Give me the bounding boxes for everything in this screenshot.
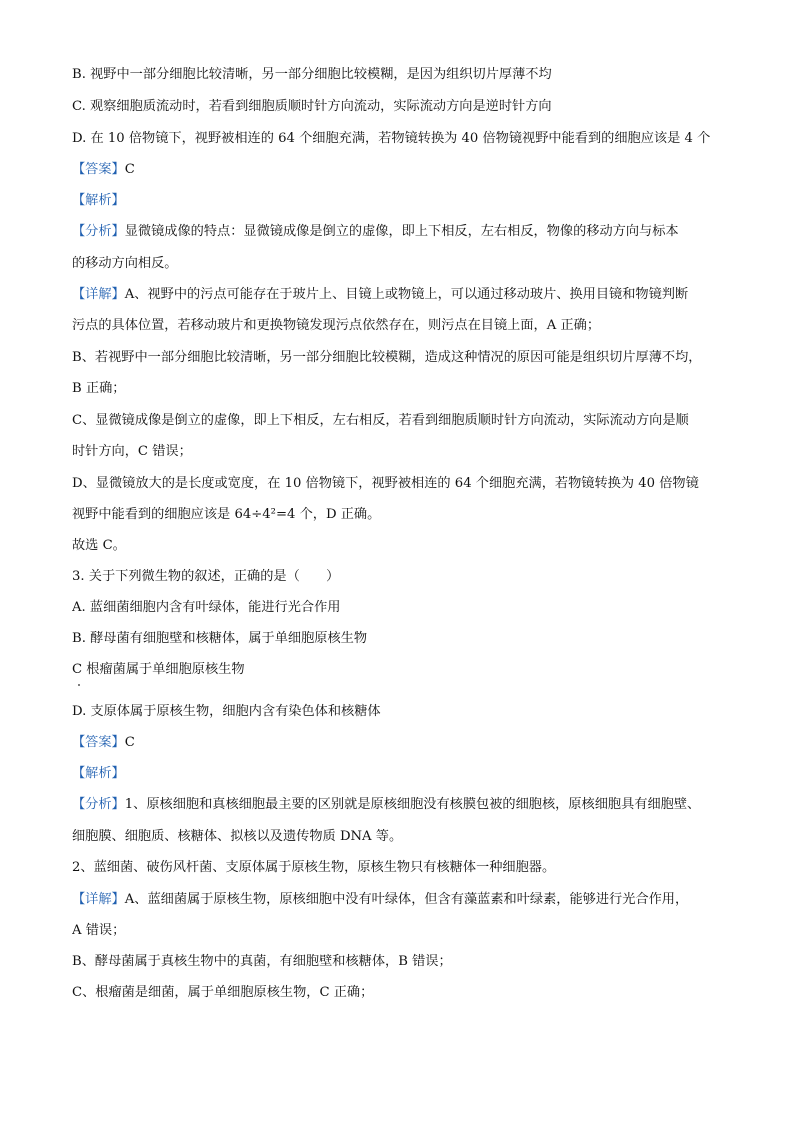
- fenxi-line-b: [72, 795, 728, 815]
- answer-line: [72, 160, 728, 180]
- fenxi-line-b-2: 细胞膜、细胞质、核糖体、拟核以及遗传物质 DNA 等。: [72, 829, 403, 844]
- stray-mark: [78, 684, 80, 686]
- xiangjie-text: A、视野中的污点可能存在于玻片上、目镜上或物镜上，可以通过移动玻片、换用目镜和物镜判断: [124, 287, 689, 302]
- xiangjie-text-2: A、蓝细菌属于原核生物，原核细胞中没有叶绿体，但含有藻蓝素和叶绿素，能够进行光合作用，: [124, 892, 689, 907]
- xiangjie-d-line: D、显微镜放大的是长度或宽度，在 10 倍物镜下，视野被相连的 64 个细胞充满，若物镜转换为 40 倍物镜: [72, 476, 699, 491]
- xiangjie-tag: 【详解】: [72, 287, 125, 302]
- fenxi-tag: 【分析】: [72, 224, 125, 239]
- xiangjie-c-line: C、显微镜成像是倒立的虚像，即上下相反，左右相反，若看到细胞质顺时针方向流动，实际流动方向是顺: [72, 413, 689, 428]
- xiangjie-b-line-2: B 正确；: [72, 381, 126, 396]
- analysis-heading-2: [72, 764, 728, 784]
- conclusion-line: 故选 C。: [72, 538, 126, 553]
- xiangjie-line-b: [72, 890, 728, 910]
- answer-value: C: [124, 162, 135, 177]
- xiangjie-tag-2: 【详解】: [72, 892, 125, 907]
- analysis-tag: 【解析】: [72, 193, 125, 208]
- question-3-stem: 3. 关于下列微生物的叙述，正确的是（ ）: [72, 569, 340, 584]
- fenxi-line-b-3: 2、蓝细菌、破伤风杆菌、支原体属于原核生物，原核生物只有核糖体一种细胞器。: [72, 860, 556, 875]
- xiangjie-d-line-2: 视野中能看到的细胞应该是 64÷4²=4 个，D 正确。: [72, 507, 381, 522]
- option-c-line: C. 观察细胞质流动时，若看到细胞质顺时针方向流动，实际流动方向是逆时针方向: [72, 99, 552, 114]
- xiangjie-line: [72, 285, 728, 305]
- answer-line-2: [72, 733, 728, 753]
- analysis-tag-2: 【解析】: [72, 766, 125, 781]
- xiangjie-line-b-4: C、根瘤菌是细菌，属于单细胞原核生物，C 正确；: [72, 985, 374, 1000]
- xiangjie-b-line: B、若视野中一部分细胞比较清晰，另一部分细胞比较模糊，造成这种情况的原因可能是组织切片厚薄不均，: [72, 350, 702, 365]
- option-b-line: B. 视野中一部分细胞比较清晰，另一部分细胞比较模糊，是因为组织切片厚薄不均: [72, 67, 552, 82]
- fenxi-text-2: 1、原核细胞和真核细胞最主要的区别就是原核细胞没有核膜包被的细胞核，原核细胞具有细胞壁、: [124, 797, 701, 812]
- answer-value-2: C: [124, 735, 135, 750]
- xiangjie-line-b-3: B、酵母菌属于真核生物中的真菌，有细胞壁和核糖体，B 错误；: [72, 954, 452, 969]
- xiangjie-c-line-2: 时针方向，C 错误；: [72, 444, 192, 459]
- answer-tag: 【答案】: [72, 162, 125, 177]
- fenxi-tag-2: 【分析】: [72, 797, 125, 812]
- analysis-heading: [72, 191, 728, 211]
- question-3-option-b: B. 酵母菌有细胞壁和核糖体，属于单细胞原核生物: [72, 631, 368, 646]
- fenxi-line-2: 的移动方向相反。: [72, 256, 178, 271]
- answer-tag-2: 【答案】: [72, 735, 125, 750]
- xiangjie-line-b-2: A 错误；: [72, 923, 126, 938]
- fenxi-line: [72, 222, 728, 242]
- question-3-option-d: D. 支原体属于原核生物，细胞内含有染色体和核糖体: [72, 704, 381, 719]
- option-d-line: D. 在 10 倍物镜下，视野被相连的 64 个细胞充满，若物镜转换为 40 倍物镜视野中能看到的细胞应该是 4 个: [72, 131, 711, 146]
- fenxi-text: 显微镜成像的特点：显微镜成像是倒立的虚像，即上下相反，左右相反，物像的移动方向与标本: [124, 224, 679, 239]
- xiangjie-line-2: 污点的具体位置，若移动玻片和更换物镜发现污点依然存在，则污点在目镜上面，A 正确；: [72, 318, 601, 333]
- question-3-option-a: A. 蓝细菌细胞内含有叶绿体，能进行光合作用: [72, 600, 341, 615]
- question-3-option-c: C 根瘤菌属于单细胞原核生物: [72, 662, 245, 677]
